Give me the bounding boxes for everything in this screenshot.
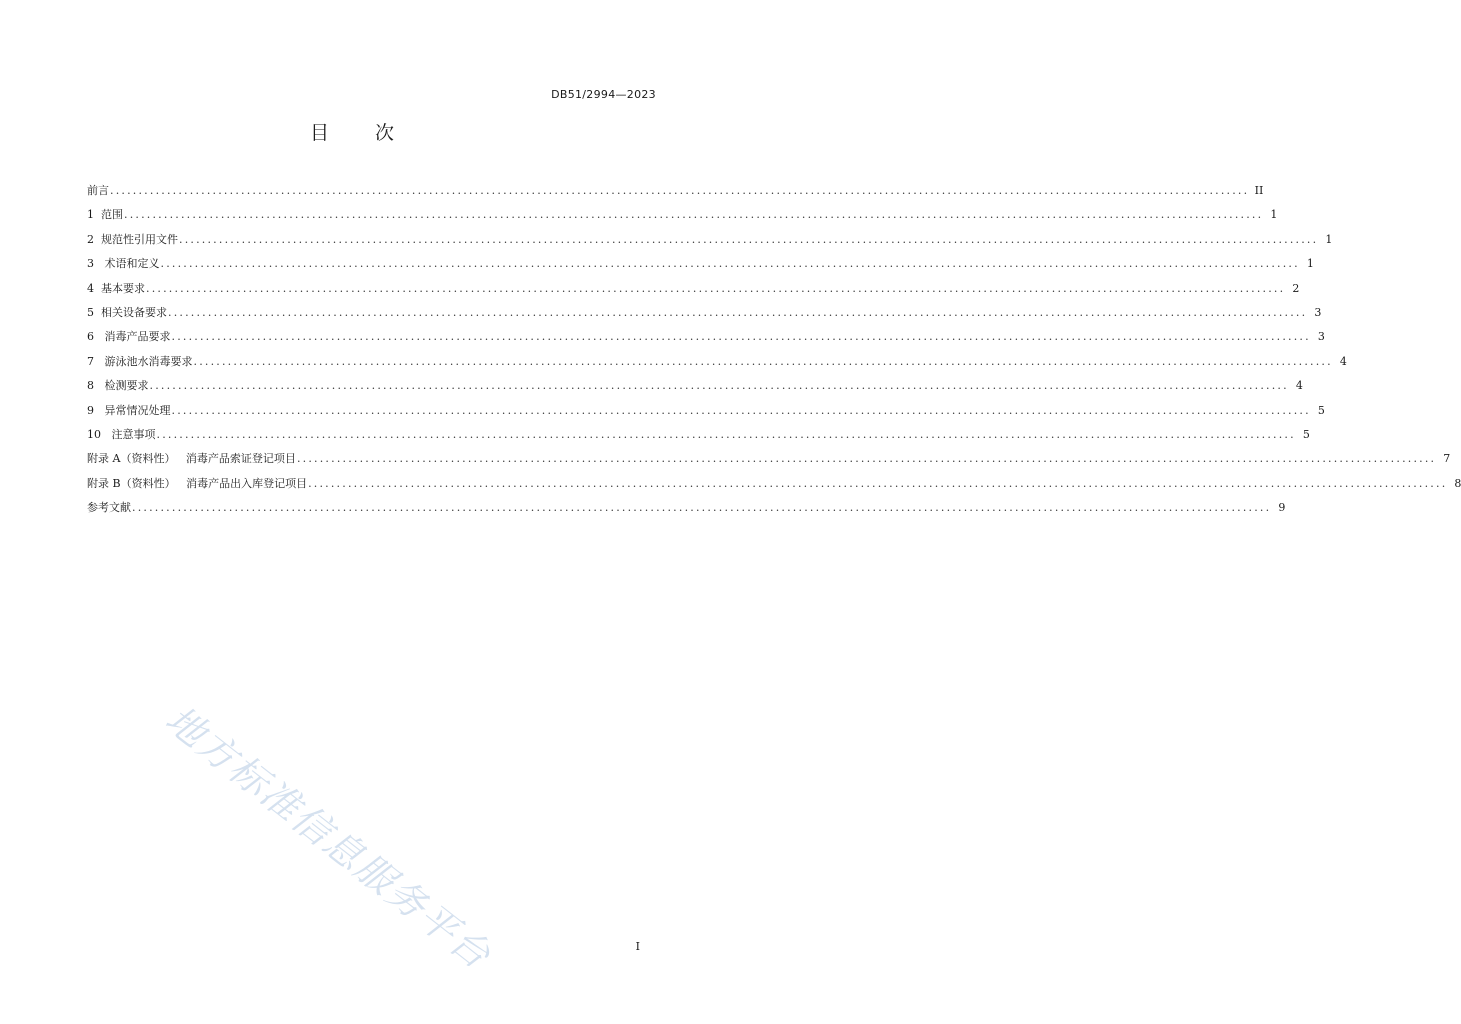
toc-entry-label: 附录 A（资料性） 消毒产品索证登记项目 <box>87 452 296 466</box>
document-code: DB51/2994—2023 <box>551 88 656 101</box>
dot-leader: ........................................................................................................................................................................................................ <box>171 330 1311 344</box>
dot-leader: ........................................................................................................................................................................................................ <box>308 476 1448 490</box>
watermark: 地方标准信息服务平台 <box>157 697 500 979</box>
dot-leader: ........................................................................................................................................................................................................ <box>124 208 1264 222</box>
dot-leader: ........................................................................................................................................................................................................ <box>132 501 1272 515</box>
toc-entry-page: 7 <box>1443 452 1451 466</box>
toc-entry-label: 附录 B（资料性） 消毒产品出入库登记项目 <box>87 476 308 490</box>
toc-entry-label: 4 基本要求 <box>87 281 145 295</box>
toc-entry-page: 1 <box>1325 232 1333 246</box>
dot-leader: ........................................................................................................................................................................................................ <box>149 379 1289 393</box>
toc-entry[interactable] <box>87 353 1347 377</box>
toc-entry[interactable] <box>87 182 1264 206</box>
toc-entry-page: 4 <box>1295 379 1303 393</box>
toc-entry[interactable] <box>87 231 1333 255</box>
dot-leader: ........................................................................................................................................................................................................ <box>146 281 1286 295</box>
toc-entry-label: 1 范围 <box>87 208 123 222</box>
toc-title: 目 次 <box>309 122 415 144</box>
dot-leader: ........................................................................................................................................................................................................ <box>171 403 1311 417</box>
toc-entry-page: 8 <box>1454 476 1461 490</box>
toc-entry[interactable] <box>87 304 1322 328</box>
toc-entry-page: 5 <box>1317 403 1325 417</box>
toc-entry-page: 1 <box>1270 208 1278 222</box>
toc-entry[interactable] <box>87 426 1310 450</box>
toc-entry-page: 2 <box>1292 281 1300 295</box>
toc-entry[interactable] <box>87 255 1314 279</box>
toc-entry-label: 参考文献 <box>87 501 131 515</box>
toc-list <box>87 182 1461 523</box>
toc-entry-label: 2 规范性引用文件 <box>87 232 178 246</box>
dot-leader: ........................................................................................................................................................................................................ <box>160 257 1300 271</box>
toc-entry-page: 9 <box>1278 501 1286 515</box>
dot-leader: ........................................................................................................................................................................................................ <box>179 232 1319 246</box>
toc-entry-page: 5 <box>1302 427 1310 441</box>
toc-entry-label: 7 游泳池水消毒要求 <box>87 354 193 368</box>
toc-entry[interactable] <box>87 328 1325 352</box>
toc-entry[interactable] <box>87 206 1278 230</box>
toc-entry-label: 5 相关设备要求 <box>87 305 167 319</box>
toc-entry-label: 6 消毒产品要求 <box>87 330 171 344</box>
toc-entry-label: 10 注意事项 <box>87 427 156 441</box>
dot-leader: ........................................................................................................................................................................................................ <box>193 354 1333 368</box>
toc-entry[interactable] <box>87 450 1451 474</box>
toc-entry-label: 9 异常情况处理 <box>87 403 171 417</box>
toc-entry-page: 3 <box>1317 330 1325 344</box>
toc-entry-page: 1 <box>1306 257 1314 271</box>
toc-entry-page: 3 <box>1314 305 1322 319</box>
toc-entry-label: 8 检测要求 <box>87 379 149 393</box>
toc-entry[interactable] <box>87 499 1286 523</box>
toc-entry[interactable] <box>87 377 1303 401</box>
dot-leader: ........................................................................................................................................................................................................ <box>168 305 1308 319</box>
page-number: I <box>635 940 640 953</box>
toc-entry-page: II <box>1254 184 1264 197</box>
toc-entry-label: 3 术语和定义 <box>87 257 160 271</box>
toc-entry[interactable] <box>87 280 1300 304</box>
toc-entry[interactable] <box>87 475 1461 499</box>
dot-leader: ........................................................................................................................................................................................................ <box>296 452 1437 466</box>
toc-entry-page: 4 <box>1339 354 1347 368</box>
dot-leader: ........................................................................................................................................................................................................ <box>156 427 1296 441</box>
toc-entry-label: 前言 <box>87 184 109 197</box>
dot-leader: ........................................................................................................................................................................................................ <box>110 184 1250 197</box>
toc-entry[interactable] <box>87 402 1325 426</box>
